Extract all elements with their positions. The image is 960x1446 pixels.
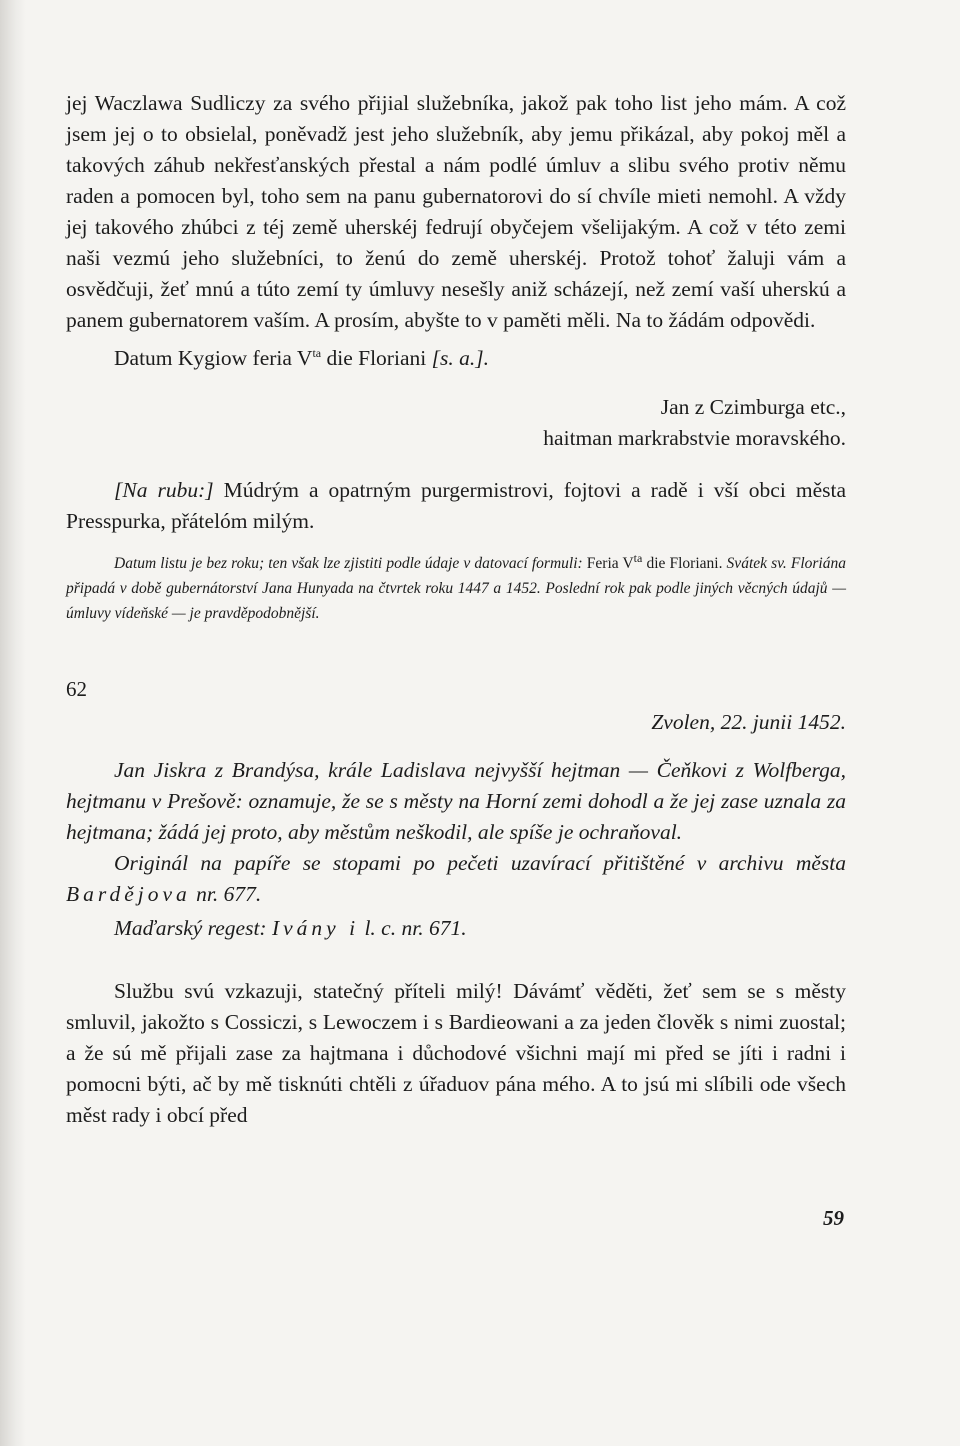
signature-block: [66, 392, 846, 454]
madarsky-name: Ivány i: [271, 916, 360, 940]
address-on-reverse: [66, 475, 846, 537]
note-superscript: ta: [633, 550, 643, 565]
original-source: [66, 848, 846, 910]
madarsky-suffix: l. c. nr. 671.: [359, 916, 467, 940]
page-content: [66, 88, 846, 1131]
rubu-label: [Na rubu:]: [114, 478, 214, 502]
letter-text: Službu svú vzkazuji, statečný příteli milý! Dávámť věděti, žeť sem se s městy smluvil, jakožto s Cossiczi, s Lewoczem i s Bardieowani a za jeden člověk s nimi zuostal; a že sú mě přijali zase za hajtmana i důchodové všichni mají mi před se jíti i radni i pomocni býti, ač by mě tisknúti chtěli z úřaduov pána mého. A to jsú mi slíbili ode všech měst rady i obcí před: [66, 979, 846, 1127]
note-part-2: Svátek sv. Floriána připadá v době gubernátorství Jana Hunyada na čtvrtek roku 1447 a 1452. Poslední rok pak podle jiných věcných údajů — úmluvy vídeňské — je pravděpodobnější.: [66, 555, 846, 622]
note-feria: Feria V: [586, 555, 634, 572]
datum-line: [66, 343, 846, 374]
datum-sine-anno: [s. a.].: [431, 346, 489, 370]
editorial-note: [66, 551, 846, 626]
original-archive: Bardějova: [66, 882, 191, 906]
regest-summary: Jan Jiskra z Brandýsa, krále Ladislava nejvyšší hejtman — Čeňkovi z Wolfberga, hejtmanu v Prešově: oznamuje, že se s městy na Horní zemi dohodl a že jej zase uznala za hejtmana; žádá jej proto, aby městům neškodil, ale spíše je ochraňoval.: [66, 758, 846, 844]
page-edge-shadow: [0, 0, 26, 1446]
note-floriani: die Floriani.: [642, 555, 723, 572]
note-part-1: Datum listu je bez roku; ten však lze zjistiti podle údaje v datovací formuli:: [114, 555, 587, 572]
signature-title: haitman markrabstvie moravského.: [543, 426, 846, 450]
hungarian-regest: [66, 913, 846, 944]
rubu-text: Múdrým a opatrným purgermistrovi, fojtovi a radě i vší obci města Presspurka, přátelóm milým.: [66, 478, 846, 533]
page-number: 59: [823, 1206, 844, 1230]
document-number: 62: [66, 677, 87, 701]
original-text: Originál na papíře se stopami po pečeti uzavírací přitištěné v archivu města: [114, 851, 846, 875]
place-date-heading: Zvolen, 22. junii 1452.: [651, 710, 846, 734]
madarsky-label: Maďarský regest:: [114, 916, 272, 940]
signature-name: Jan z Czimburga etc.,: [660, 395, 846, 419]
letter-text-continued: jej Waczlawa Sudliczy za svého přijial služebníka, jakož pak toho list jeho mám. A což jsem jej o to obsielal, poněvadž jest jeho služebník, aby jemu přikázal, aby pokoj měl a takových záhub nekřesťanských přestal a nám podlé úmluv a slibu svého protiv němu raden a pomocen byl, toho sem na panu gubernatorovi do sí chvíle mieti nemohl. A vždy jej takového zhúbci z téj země uherskéj fedrují obyčejem všelijakým. A což v této zemi naši vezmú jeho služebníci, to ženú do země uherskéj. Protož tohoť žaluji vám a osvědčuji, žeť mnú a túto zemí ty úmluvy nesešly aniž scházejí, než zemí vaší uherskú a panem gubernatorem vaším. A prosím, abyšte to v paměti měli. Na to žádám odpovědi.: [66, 91, 846, 332]
datum-prefix: Datum Kygiow feria V: [114, 346, 313, 370]
original-suffix: nr. 677.: [190, 882, 262, 906]
datum-middle: die Floriani: [321, 346, 432, 370]
datum-superscript: ta: [312, 345, 322, 360]
